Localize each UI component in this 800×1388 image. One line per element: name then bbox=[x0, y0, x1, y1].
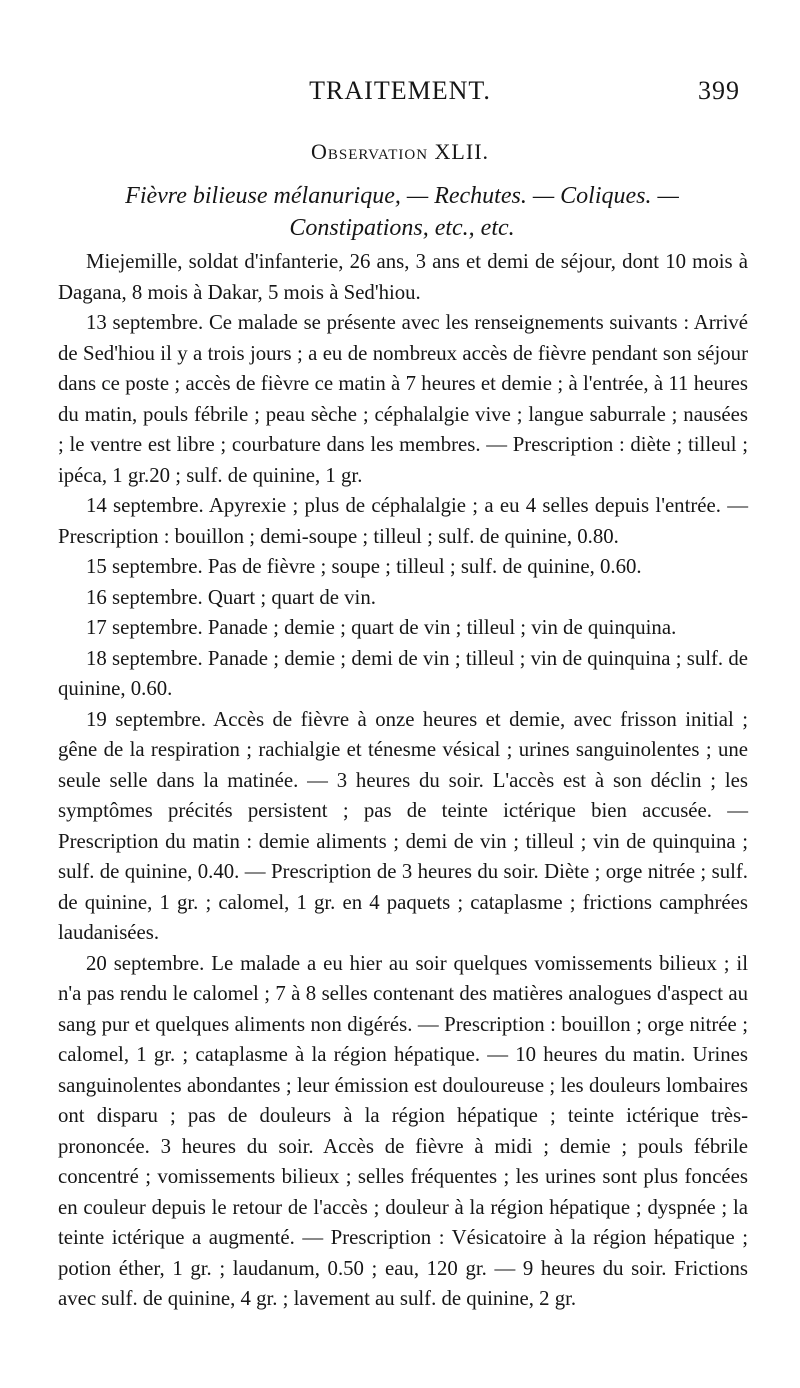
paragraph-13-sept: 13 septembre. Ce malade se présente avec les renseignements suivants : Arrivé de Sed'hiou il y a trois jours ; a eu de nombreux accès de fièvre pendant son séjour dans ce poste ; accès de fièvre ce matin à 7 heures et demie ; à l'entrée, à 11 heures du matin, pouls fébrile ; peau sèche ; céphalalgie vive ; langue saburrale ; nausées ; le ventre est libre ; courbature dans les membres. — Prescription : diète ; tilleul ; ipéca, 1 gr.20 ; sulf. de quinine, 1 gr. bbox=[58, 311, 748, 487]
paragraph-17-sept: 17 septembre. Panade ; demie ; quart de vin ; tilleul ; vin de quinquina. bbox=[86, 616, 677, 639]
running-title: TRAITEMENT. bbox=[309, 76, 491, 105]
observation-subtitle: Fièvre bilieuse mélanurique, — Rechutes. — Coliques. — Constipations, etc., etc. bbox=[125, 183, 679, 241]
paragraph-15-sept: 15 septembre. Pas de fièvre ; soupe ; tilleul ; sulf. de quinine, 0.60. bbox=[86, 555, 642, 578]
observation-title: Observation XLII. bbox=[310, 139, 490, 164]
page-number: 399 bbox=[698, 76, 740, 105]
paragraph-16-sept: 16 septembre. Quart ; quart de vin. bbox=[86, 585, 376, 609]
paragraph-patient: Miejemille, soldat d'infanterie, 26 ans, 3 ans et demi de séjour, dont 10 mois à Dagana, 8 mois à Dakar, 5 mois à Sed'hiou. bbox=[58, 250, 748, 304]
observation-body bbox=[58, 247, 748, 1315]
paragraph-19-sept: 19 septembre. Accès de fièvre à onze heures et demie, avec frisson initial ; gêne de la respiration ; rachialgie et ténesme vésical ; urines sanguinolentes ; une seule selle dans la matinée. — 3 heures du soir. L'accès est à son déclin ; les symptômes précités persistent ; pas de teinte ictérique bien accusée. — Prescription du matin : demie aliments ; demi de vin ; tilleul ; vin de quinquina ; sulf. de quinine, 0.40. — Prescription de 3 heures du soir. Diète ; orge nitrée ; sulf. de quinine, 1 gr. ; calomel, 1 gr. en 4 paquets ; cataplasme ; frictions camphrées laudanisées. bbox=[58, 707, 748, 944]
running-head bbox=[60, 76, 740, 110]
paragraph-14-sept: 14 septembre. Apyrexie ; plus de céphalalgie ; a eu 4 selles depuis l'entrée. — Prescription : bouillon ; demi-soupe ; tilleul ; sulf. de quinine, 0.80. bbox=[58, 494, 748, 548]
paragraph-18-sept: 18 septembre. Panade ; demie ; demi de vin ; tilleul ; vin de quinquina ; sulf. de quinine, 0.60. bbox=[58, 646, 748, 700]
paragraph-20-sept: 20 septembre. Le malade a eu hier au soir quelques vomissements bilieux ; il n'a pas rendu le calomel ; 7 à 8 selles contenant des matières analogues d'aspect au sang pur et quelques aliments non digérés. — Prescription : bouillon ; orge nitrée ; calomel, 1 gr. ; cataplasme à la région hépatique. — 10 heures du matin. Urines sanguinolentes abondantes ; leur émission est douloureuse ; les douleurs lombaires ont disparu ; pas de douleurs à la région hépatique ; teinte ictérique très-prononcée. 3 heures du soir. Accès de fièvre à midi ; demie ; pouls fébrile concentré ; vomissements bilieux ; selles fréquentes ; les urines sont plus foncées en couleur depuis le retour de l'accès ; douleur à la région hépatique ; dyspnée ; la teinte ictérique a augmenté. — Prescription : Vésicatoire à la région hépatique ; potion éther, 1 gr. ; laudanum, 0.50 ; eau, 120 gr. — 9 heures du soir. Frictions avec sulf. de quinine, 4 gr. ; lavement au sulf. de quinine, 2 gr. bbox=[58, 951, 748, 1310]
